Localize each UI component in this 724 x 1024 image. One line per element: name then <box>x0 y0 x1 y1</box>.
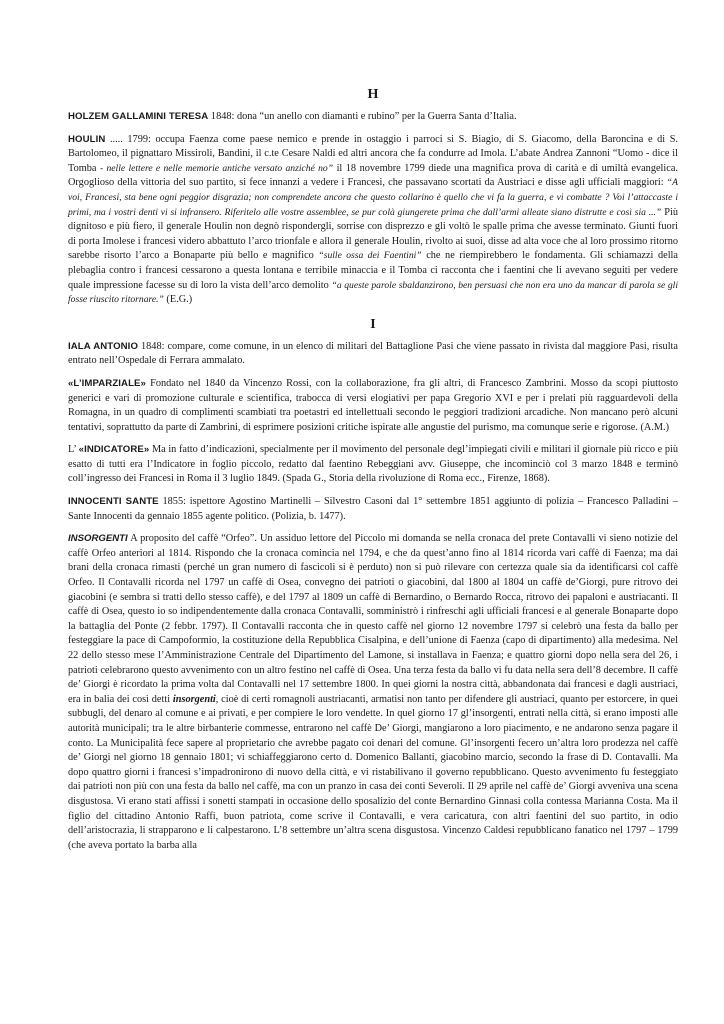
entry-text: dice il Tomba <box>68 148 678 174</box>
entry-text: “sulle ossa dei Faentini” <box>318 250 422 262</box>
entry-text: Amministrazione Centrale del Dipartimento del Lamone <box>164 650 402 661</box>
entry-text: ) alla medesima. Nel 22 dello stesso mese l’ <box>68 635 678 661</box>
entry-text: (E.G.) <box>163 294 193 306</box>
entry-text: Antonio Raffi, <box>150 810 224 822</box>
entry-text: caffè di Bernardino <box>359 591 441 603</box>
entry-text: giacobino marcio <box>440 752 514 764</box>
entry-text: , convegno dei <box>298 577 365 589</box>
entry-text: 1855: ispettore Agostino Martinelli – Silvestro Casoni dal 1° settembre 1851 aggiunto di polizia – Francesco Palladini – <box>158 496 678 508</box>
entry-text: “A voi, Francesi, sta bene ogni peggior disgrazia; non comprendete ancora che questo collarino è quello che vi fa la guerra, e vi combatte ? Voi l’attaccaste i primi, ma i vostri denti vi si infransero. Riferitelo alle vostre assemblee, se pur colà giungerete prima che dall’armi alleate siano distrutte e così sia ...” <box>68 177 678 218</box>
entry-text: vera caricatura <box>420 810 485 822</box>
entry-text: battaglia del Ponte <box>79 620 158 632</box>
entry-text: caffè de’Giorgi <box>541 577 606 589</box>
entry-text: Repubblica Cisalpina <box>308 635 397 647</box>
entry-text: , dal 1800 al 1804 un <box>445 577 542 589</box>
entry-heading: «L’IMPARZIALE» <box>68 377 146 389</box>
entry-text: Piccolo <box>354 533 386 545</box>
entry-text: Osea <box>277 577 299 589</box>
entry-heading: HOLZEM GALLAMINI TERESA <box>68 111 209 122</box>
entry-text: La Municipalità <box>96 737 164 749</box>
section-letter-i: I <box>370 316 376 332</box>
entry-text: , o <box>440 591 454 603</box>
entry-text: la pace di Campoformio <box>116 635 217 647</box>
entry-text: insorgenti <box>172 693 216 705</box>
entry-text: “a queste parole sbaldanzirono, ben persuasi che non era uno da mancar di parola se gli fosse riuscito ritornare.” <box>68 279 678 306</box>
entry-holzem-gallamini-teresa <box>68 110 678 125</box>
entry-text: fece sapere al proprietario che avrebbe pagato coi denari del comune. Gl’insorgenti fecero un’altra loro prodezza nel caffè de’ Giorgi nel giorno 18 gennaio 1801; vi schiaffeggiarono certo d. Domenico Ballanti, <box>68 737 678 764</box>
entry-text: , come scrive il Contavalli, e <box>281 810 421 822</box>
entry-text: (2 febbr. 1797). Il Contavalli racconta che in questo caffè nel giorno 12 novembre 1797 si celebrò una festa da ballo per festeggiare <box>68 620 678 647</box>
entry-text: mi domanda se nella cronaca del prete Contavalli vi sieno notizie del caffè Orfeo anteriori al 1814. Rispondo che la cronaca comincia nel 1794, e che da quest’anno fino al 1814 ricorda vari caffè di Faenza; ma dai brani della cronaca rimasti (perché un gran numero di fascicoli si è perduto) non si può rilevare con certezza quale sia da identificarsi col caffè Orfeo. Il Contavalli ricorda nel 1797 un caffè di <box>68 533 678 589</box>
entry-text: patrioti <box>364 577 395 589</box>
entry-text: 1848: dona “un anello con diamanti e rubino” per la Guerra Santa d’Italia. <box>208 111 517 122</box>
entry-text: Bernardo Rocca <box>453 591 521 603</box>
entry-text: , si installava in Faenza; e quattro giorni dopo nella sera del 26, i patrioti celebrarono questo avvenimento con un altro festino nel caffè di Osea. Una terza festa da ballo vi fu data nella sera dell’8 decembre. Il caffè de’ Giorgi è ricordato la prima volta dal Contavalli nel 17 settembre 1800. In quei giorni la nostra città, abbandonata dai francesi e dagli austriaci, era in balia dei così detti <box>68 650 678 705</box>
entry-houlin <box>68 133 678 308</box>
entry-iala-antonio <box>68 340 678 369</box>
entry-text: A proposito del caffè “Orfeo”. Un assiduo lettore del <box>127 533 355 545</box>
entry-text: capo di dipartimento <box>505 635 592 647</box>
entry-heading: HOULIN <box>68 133 106 145</box>
entry-text: - nelle lettere e nelle memorie antiche versato anziché no” <box>99 162 334 174</box>
entry-text: , la costituzione della <box>216 635 309 647</box>
entry-text: , secondo la frase di D. Contavalli. Ma dopo quattro giorni i francesi s’impadronirono di nuovo della città, e vi ristabilivano il governo repubblicano. Questo avvenimento fu festeggiato dai patrioti non più con una festa da ballo nel caffè, ma con un pranzo in casa dei conti Severoli. Il 29 aprile nel caffè de’ Giorgi avveniva una scena disgustosa. Vi erano stati affissi i sonetti stampati in occasione dello sposalizio del conte Bernardino Ginnasi colla contessa Marianna Costa. Ma il figlio del <box>68 752 678 822</box>
entry-text: cittadino <box>114 810 151 822</box>
entry-text: “Uomo - <box>612 148 653 160</box>
entry-text: ..... 1799: occupa Faenza come paese nemico e prende in ostaggio i parroci si S. Biagio, di S. Giacomo, della Baroncina e di S. Bartolomeo, il pignattaro Missiroli, Bandini, il c.te Cesare Naldi ed altri ancora che fa condurre ad Imola. L’abate Andrea Zannoni <box>68 133 678 160</box>
entry-text: Sante Innocenti <box>68 510 133 522</box>
entry-text: il 18 novembre 1799 diede una magnifica prova di carità e di umiltà evangelica. Orgoglioso della vittoria del suo partito, si fece innanzi a vedere i Francesi, che passavano scortati da Austriaci e disse agli ufficiali maggiori: <box>68 162 678 189</box>
section-letter-h: H <box>367 87 379 102</box>
entry-l-imparziale <box>68 377 678 435</box>
entry-text: e austriacanti. Il caffè di Osea, questo io so indipendentemente dalla cronaca Contavalli, somministrò i rinfreschi agli ufficiali francesi e al generale Bonaparte dopo la <box>68 591 678 632</box>
entry-text: buon patriota <box>223 810 282 822</box>
entry-text: Ma in fatto d’indicazioni, specialmente per il movimento del personale degl’impiegati civili e militari il giornale più ricco e più esatto di tutti era l’Indicatore in foglio piccolo, redatto dal faentino Rebeggiani avv. Giuseppe, che incominciò col 3 marzo 1848 e terminò coll’ingresso dei Francesi in Roma il 3 luglio 1849. (Spada G., Storia della rivoluzione di Roma ecc., Firenze, 1868). <box>68 444 678 485</box>
entry-text: , con altri faentini del suo partito, in odio dell’aristocrazia, li strapparono e li calpestarono. L’8 settembre un’altra scena disgustosa. Vincenzo Caldesi repubblicano fanatico nel 1797 – 1799 (che aveva portato la barba alla <box>68 810 679 851</box>
entry-heading: IALA ANTONIO <box>68 340 139 352</box>
entry-text: , ritrovo dei <box>520 591 573 603</box>
entry-l-indicatore <box>68 443 678 487</box>
entry-text: giacobini <box>407 577 446 589</box>
entry-text: , e dell’unione di Faenza ( <box>396 635 506 647</box>
entry-innocenti-sante <box>68 495 678 524</box>
entry-insorgenti <box>68 532 678 853</box>
entry-text: 1848: compare, come comune, in un elenco di militari del Battaglione Pasi che viene passato in rivista dal maggiore Pasi, risulta entrato nell’Ospedale di Ferrara ammalato. <box>68 340 678 367</box>
entry-heading: INNOCENTI SANTE <box>68 496 159 508</box>
entry-text: , cioè di certi romagnoli austriacanti, armatisi non tanto per difendere gli austriaci, quanto per estorcere, in quei subbugli, del denaro al comune e ai privati, e per compiere le loro vendette. In quel giorno 17 gl’insorgenti, entrati nella città, si erano imposti alle autorità municipali; tra le altre birbanterie commesse, entrarono nel caffè De’ Giorgi, mangiarono a loro piacimento, e ne andarono senza pagare il conto. <box>68 693 678 749</box>
entry-text: , pure ritrovo dei giacobini (e sembra si tratti dello stesso caffè), e del 1797 al 1809 un <box>68 577 678 603</box>
entry-text: che ne riempirebbero le fondamenta. Gli schiamazzi della plebaglia contro i francesi cessarono a questa lontana e terribile minaccia e il Tomba ci racconta che i faentini che li avevano seguiti per vedere quale impressione facesse su di loro la vista dell’arco demolito <box>68 250 678 291</box>
entry-text: Più dignitoso e più fiero, il generale Houlin non degnò rispondergli, sorrise con disprezzo e gli voltò le spalle prima che avesse terminato. Giunti fuori di porta Imolese i francesi videro abbattuto l’arco trionfale e allora il generale Houlin, rivolto ai suoi, disse ad alta voce che al loro prossimo ritorno sarebbe risorto l’arco a Bonaparte più bello e magnifico <box>68 206 678 262</box>
entry-heading: INSORGENTI <box>68 533 128 545</box>
entry-text: papaloni <box>572 591 609 603</box>
entry-heading: «INDICATORE» <box>78 444 150 456</box>
entry-text: o <box>394 577 408 589</box>
entry-text: Fondato nel 1840 da Vincenzo Rossi, con la collaborazione, fra gli altri, di Francesco Zambrini. Mosso da scopi piuttosto generici e vari di promozione culturale e scientifica, trabocca di versi elogiativi per papa Gregorio XVI e per i prelati più ragguardevoli della Romagna, in un quadro di complimenti scambiati tra poetastri ed intellettuali secondo le peggiori tradizioni arcadiche. Non mancano però alcuni tentativi, soprattutto da parte di Zambrini, di esprimere posizioni critiche ispirate alle angustie del purismo, ma comunque serie e rigorose. (A.M.) <box>68 377 678 433</box>
entry-text: da gennaio 1855 agente politico. (Polizia, b. 1477). <box>132 510 346 522</box>
entry-text: L’ <box>68 444 79 456</box>
